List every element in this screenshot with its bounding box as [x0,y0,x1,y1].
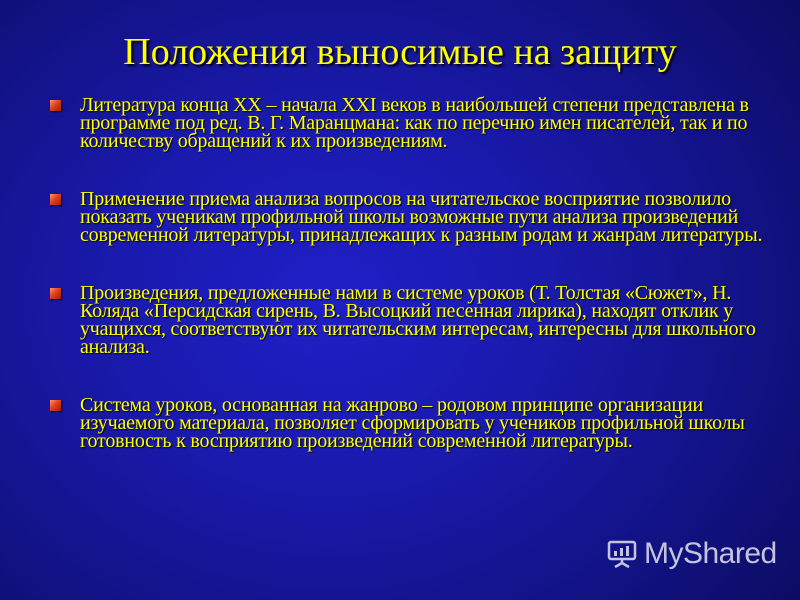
bullet-item [50,396,770,450]
bullet-list [50,96,770,490]
bullet-text: Применение приема анализа вопросов на читательское восприятие позволило показать ученикам профильной школы возможные пути анализа произведений современной литературы, принадлежащих к разным родам и жанрам литературы. [80,188,763,246]
watermark-text: MyShared [644,537,777,570]
bullet-item [50,284,770,356]
slide-title: Положения выносимые на защиту [123,31,677,73]
square-bullet-icon [50,194,61,205]
watermark [606,534,777,574]
bullet-item [50,96,770,150]
presentation-board-icon [606,538,638,570]
bullet-text: Литература конца XX – начала XXI веков в наибольшей степени представлена в программе под ред. В. Г. Маранцмана: как по перечню имен писателей, так и по количеству обращений к их произведениям. [80,94,749,152]
bullet-text: Произведения, предложенные нами в системе уроков (Т. Толстая «Сюжет», Н. Коляда «Персидская сирень, В. Высоцкий песенная лирика), находят отклик у учащихся, соответствуют их читательским интересам, интересны для школьного анализа. [80,282,756,358]
square-bullet-icon [50,400,61,411]
square-bullet-icon [50,100,61,111]
bullet-text: Система уроков, основанная на жанрово – родовом принципе организации изучаемого материала, позволяет сформировать у учеников профильной школы готовность к восприятию произведений современной литературы. [80,394,745,452]
bullet-item [50,190,770,244]
square-bullet-icon [50,288,61,299]
